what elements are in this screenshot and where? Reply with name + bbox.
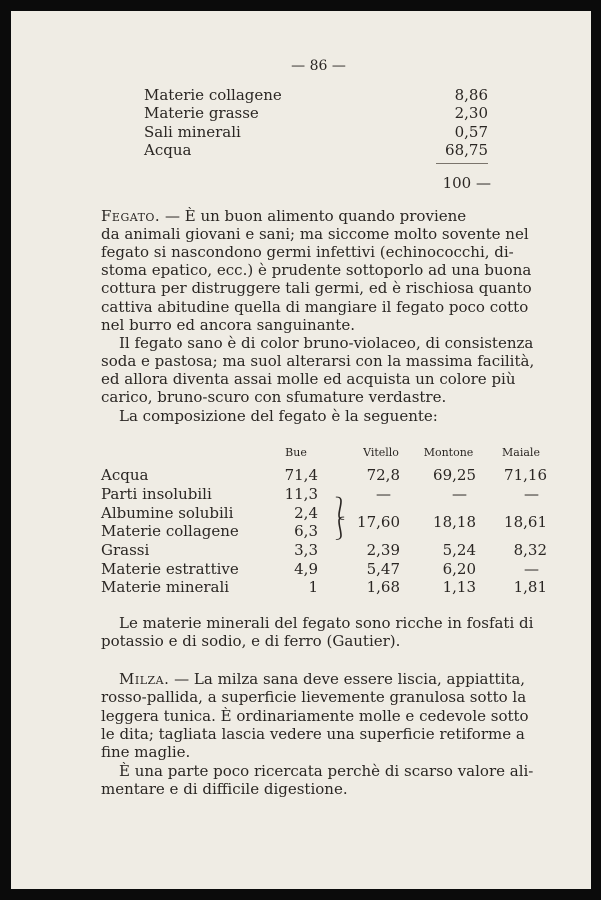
composition-value: 0,57 bbox=[454, 123, 488, 141]
milza-line: mentare e di difficile digestione. bbox=[101, 780, 348, 798]
table-cell: 3,3 bbox=[294, 541, 318, 559]
fegato-line: Il fegato sano è di color bruno-violaceo, di consistenza bbox=[119, 334, 534, 352]
table-cell: 71,16 bbox=[504, 466, 547, 484]
milza-line: fine maglie. bbox=[101, 743, 191, 761]
composition-total: 100 — bbox=[442, 174, 491, 192]
table-cell: 1,68 bbox=[366, 578, 400, 596]
fegato-line: cottura per distruggere tali germi, ed è rischiosa quanto bbox=[101, 279, 532, 297]
fegato-line: da animali giovani e sani; ma siccome molto sovente nel bbox=[101, 225, 529, 243]
table-row-label: Parti insolubili bbox=[101, 485, 212, 503]
milza-line: rosso-pallida, a superficie lievemente granulosa sotto la bbox=[101, 688, 527, 706]
composition-value: 8,86 bbox=[454, 86, 488, 104]
table-cell: 18,18 bbox=[433, 513, 476, 531]
milza-heading: Milza. bbox=[119, 670, 170, 688]
table-cell: 69,25 bbox=[433, 466, 476, 484]
table-cell: 1,81 bbox=[513, 578, 547, 596]
table-cell: 5,24 bbox=[442, 541, 476, 559]
table-cell: 6,20 bbox=[442, 560, 476, 578]
composition-value: 68,75 bbox=[445, 141, 488, 159]
table-cell: 8,32 bbox=[513, 541, 547, 559]
sum-rule bbox=[436, 163, 488, 164]
table-row-label: Acqua bbox=[101, 466, 149, 484]
composition-value: 2,30 bbox=[454, 104, 488, 122]
note-line: potassio e di sodio, e di ferro (Gautier). bbox=[101, 632, 401, 650]
fegato-line: Fegato. — È un buon alimento quando proviene bbox=[101, 207, 467, 225]
table-row-label: Materie collagene bbox=[101, 522, 239, 540]
table-cell: — bbox=[524, 560, 539, 578]
composition-label: Materie collagene bbox=[144, 86, 282, 104]
milza-line: Milza. — La milza sana deve essere liscia, appiattita, bbox=[119, 670, 526, 688]
milza-line: le dita; tagliata lascia vedere una superficie retiforme a bbox=[101, 725, 525, 743]
table-cell: 72,8 bbox=[366, 466, 400, 484]
fegato-line: ed allora diventa assai molle ed acquista un colore più bbox=[101, 370, 516, 388]
table-cell: 17,60 bbox=[357, 513, 400, 531]
table-cell: 18,61 bbox=[504, 513, 547, 531]
fegato-line: nel burro ed ancora sanguinante. bbox=[101, 316, 355, 334]
milza-line: leggera tunica. È ordinariamente molle e cedevole sotto bbox=[101, 707, 529, 725]
table-row-label: Grassi bbox=[101, 541, 150, 559]
table-header: Vitello bbox=[363, 446, 399, 459]
fegato-line: soda e pastosa; ma suol alterarsi con la massima facilità, bbox=[101, 352, 535, 370]
fegato-line: cattiva abitudine quella di mangiare il fegato poco cotto bbox=[101, 298, 529, 316]
table-cell: — bbox=[376, 485, 391, 503]
table-row-label: Materie estrattive bbox=[101, 560, 239, 578]
table-row-label: Albumine solubili bbox=[101, 504, 234, 522]
composition-label: Sali minerali bbox=[144, 123, 241, 141]
table-cell: 11,3 bbox=[284, 485, 318, 503]
table-cell: 1 bbox=[308, 578, 318, 596]
page-number: — 86 — bbox=[291, 58, 346, 74]
brace-icon: ⎰ bbox=[329, 517, 352, 542]
brace-icon: ⎱ bbox=[329, 497, 352, 522]
table-cell: 2,39 bbox=[366, 541, 400, 559]
table-cell: 71,4 bbox=[284, 466, 318, 484]
table-cell: 2,4 bbox=[294, 504, 318, 522]
fegato-line: carico, bruno-scuro con sfumature verdastre. bbox=[101, 388, 447, 406]
fegato-line: fegato si nascondono germi infettivi (echinococchi, di- bbox=[101, 243, 514, 261]
table-cell: 4,9 bbox=[294, 560, 318, 578]
fegato-heading: Fegato. bbox=[101, 207, 161, 225]
table-cell: 5,47 bbox=[366, 560, 400, 578]
note-line: Le materie minerali del fegato sono ricche in fosfati di bbox=[119, 614, 534, 632]
composition-label: Acqua bbox=[144, 141, 192, 159]
table-cell: 6,3 bbox=[294, 522, 318, 540]
table-header: Maiale bbox=[502, 446, 540, 459]
table-cell: — bbox=[452, 485, 467, 503]
table-row-label: Materie minerali bbox=[101, 578, 230, 596]
table-header: Bue bbox=[285, 446, 307, 459]
fegato-line: stoma epatico, ecc.) è prudente sottoporlo ad una buona bbox=[101, 261, 532, 279]
book-page bbox=[11, 11, 591, 889]
table-cell: 1,13 bbox=[442, 578, 476, 596]
fegato-line: La composizione del fegato è la seguente: bbox=[119, 407, 438, 425]
milza-line: È una parte poco ricercata perchè di scarso valore ali- bbox=[119, 762, 534, 780]
table-header: Montone bbox=[423, 446, 474, 459]
table-cell: — bbox=[524, 485, 539, 503]
composition-label: Materie grasse bbox=[144, 104, 259, 122]
